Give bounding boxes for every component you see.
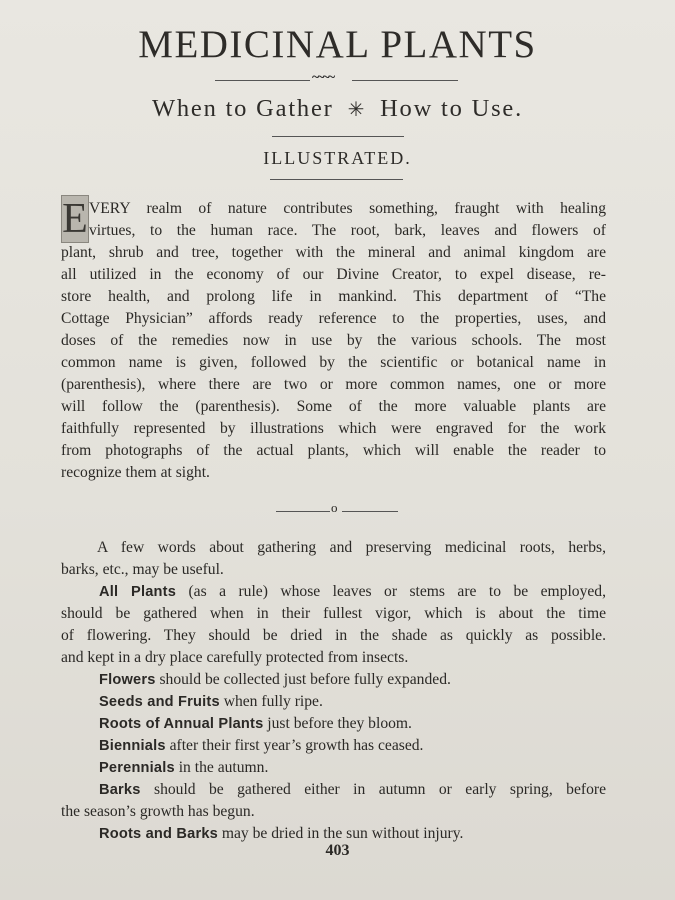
biennials-text: after their first year’s growth has ceased. — [165, 737, 424, 754]
asterisk-ornament-icon: ✳ — [347, 99, 367, 121]
flowers-line — [99, 670, 606, 690]
intro-line-5: store health, and prolong life in mankind. This department of “The — [61, 288, 606, 305]
title-ornament: ~~~~ — [312, 70, 334, 85]
illustrated-rule — [270, 179, 403, 180]
barks-line-2: the season’s growth has begun. — [61, 803, 255, 820]
all-plants-line-2: should be gathered when in their fullest vigor, which is about the time — [61, 605, 606, 622]
barks-line-1 — [99, 780, 606, 800]
intro-line-3: plant, shrub and tree, together with the mineral and animal kingdom are — [61, 244, 606, 261]
title-rule-left — [215, 80, 310, 81]
intro-line-7: doses of the remedies now in use by the various schools. The most — [61, 332, 606, 349]
seeds-text: when fully ripe. — [219, 693, 323, 710]
intro-line-9: (parenthesis), where there are two or more common names, one or more — [61, 376, 606, 393]
biennials-line — [99, 736, 606, 756]
barks-term: Barks — [99, 782, 141, 798]
perennials-line — [99, 758, 606, 778]
intro-line-8: common name is given, followed by the scientific or botanical name in — [61, 354, 606, 371]
biennials-term: Biennials — [99, 738, 166, 754]
flowers-term: Flowers — [99, 672, 156, 688]
roots-barks-line — [99, 824, 606, 844]
all-plants-term: All Plants — [99, 584, 177, 600]
roots-barks-term: Roots and Barks — [99, 826, 218, 842]
intro-line-1: VERY realm of nature contributes something, fraught with healing — [89, 200, 606, 217]
annuals-term: Roots of Annual Plants — [99, 716, 264, 732]
flowers-text: should be collected just before fully expanded. — [155, 671, 451, 688]
intro-line-12: from photographs of the actual plants, which will enable the reader to — [61, 442, 606, 459]
perennials-text: in the autumn. — [174, 759, 269, 776]
seeds-line — [99, 692, 606, 712]
separator-rule-right — [342, 511, 398, 512]
page-title: MEDICINAL PLANTS — [138, 23, 537, 66]
intro-line-10: will follow the (parenthesis). Some of the more valuable plants are — [61, 398, 606, 415]
all-plants-line-1 — [99, 582, 606, 602]
roots-barks-text: may be dried in the sun without injury. — [217, 825, 464, 842]
drop-cap: E — [62, 196, 88, 242]
separator-rule-left — [276, 511, 330, 512]
annuals-text: just before they bloom. — [263, 715, 412, 732]
separator-mark: o — [331, 500, 338, 515]
perennials-term: Perennials — [99, 760, 175, 776]
intro-line-13: recognize them at sight. — [61, 464, 210, 481]
barks-text: should be gathered either in autumn or early spring, before — [140, 781, 606, 798]
intro-line-4: all utilized in the economy of our Divine Creator, to expel disease, re- — [61, 266, 606, 283]
subtitle-left: When to Gather — [151, 95, 334, 122]
seeds-term: Seeds and Fruits — [99, 694, 220, 710]
page-number: 403 — [325, 842, 350, 859]
all-plants-line-4: and kept in a dry place carefully protected from insects. — [61, 649, 409, 666]
intro-line-2: virtues, to the human race. The root, bark, leaves and flowers of — [89, 222, 606, 239]
illustrated-heading: ILLUSTRATED. — [263, 148, 412, 168]
subtitle-rule — [272, 136, 404, 137]
all-plants-line-3: of flowering. They should be dried in the shade as quickly as possible. — [61, 627, 606, 644]
subtitle — [0, 95, 675, 123]
all-plants-text: (as a rule) whose leaves or stems are to be employed, — [176, 583, 607, 600]
gather-intro-line-2: barks, etc., may be useful. — [61, 561, 224, 578]
gather-intro-line-1: A few words about gathering and preserving medicinal roots, herbs, — [97, 539, 606, 556]
title-rule-right — [352, 80, 458, 81]
intro-line-6: Cottage Physician” affords ready reference to the properties, uses, and — [61, 310, 606, 327]
annuals-line — [99, 714, 606, 734]
subtitle-right: How to Use. — [380, 95, 524, 122]
intro-line-11: faithfully represented by illustrations which were engraved for the work — [61, 420, 606, 437]
